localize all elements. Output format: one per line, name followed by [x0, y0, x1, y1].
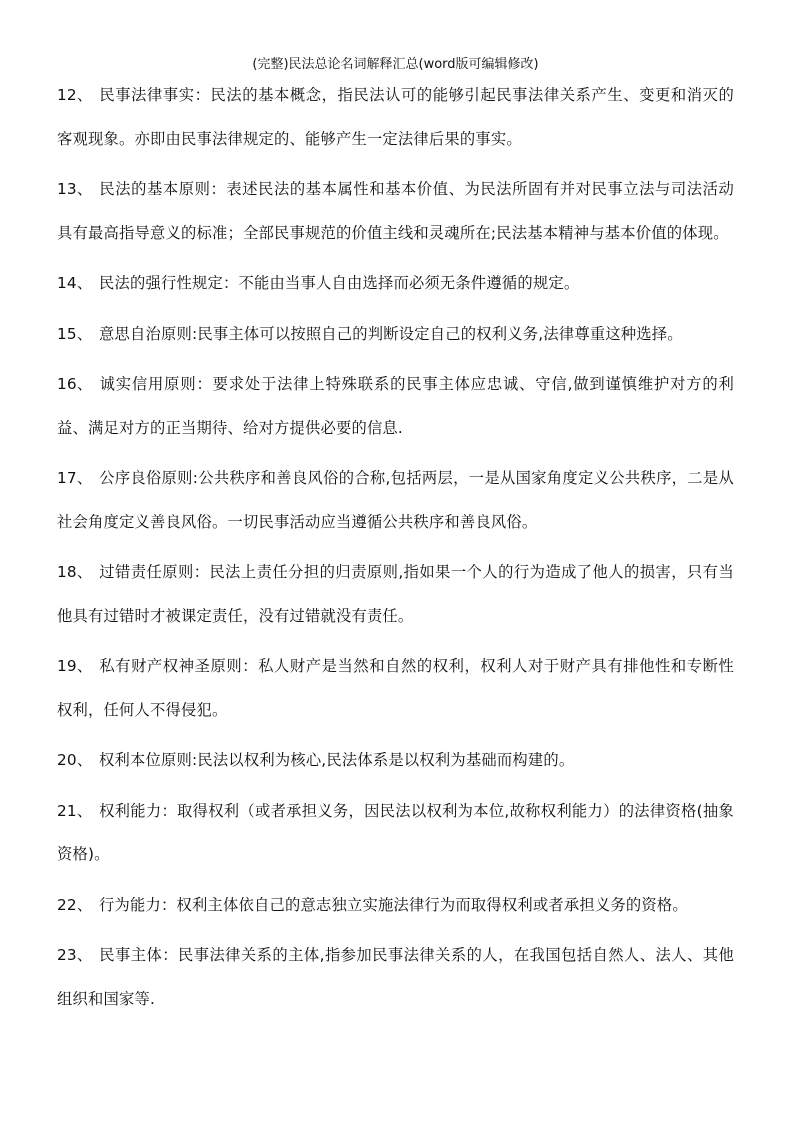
entry-number: 12、 [57, 86, 93, 104]
list-item [57, 457, 734, 544]
entry-text: 民事主体：民事法律关系的主体,指参加民事法律关系的人，在我国包括自然人、法人、其他组织和国家等. [57, 946, 734, 1008]
list-item [57, 168, 734, 255]
entry-number: 23、 [57, 946, 93, 964]
entry-text: 行为能力：权利主体依自己的意志独立实施法律行为而取得权利或者承担义务的资格。 [99, 895, 688, 914]
list-item [57, 790, 734, 877]
entry-text: 权利本位原则:民法以权利为核心,民法体系是以权利为基础而构建的。 [99, 751, 575, 769]
list-item [57, 739, 734, 783]
entry-number: 19、 [57, 657, 93, 675]
list-item [57, 884, 734, 928]
list-item [57, 934, 734, 1021]
entry-text: 民法的强行性规定：不能由当事人自由选择而必须无条件遵循的规定。 [99, 274, 580, 292]
entry-text: 诚实信用原则：要求处于法律上特殊联系的民事主体应忠诚、守信,做到谨慎维护对方的利益、满足对方的正当期待、给对方提供必要的信息. [57, 375, 734, 437]
entry-text: 权利能力：取得权利（或者承担义务，因民法以权利为本位,故称权利能力）的法律资格(抽象资格)。 [57, 801, 734, 863]
entry-text: 意思自治原则:民事主体可以按照自己的判断设定自己的权利义务,法律尊重这种选择。 [99, 324, 683, 343]
entry-number: 15、 [57, 324, 93, 343]
entry-number: 21、 [57, 801, 93, 820]
list-item [57, 645, 734, 732]
entry-list [57, 74, 734, 1021]
entry-text: 私有财产权神圣原则：私人财产是当然和自然的权利，权利人对于财产具有排他性和专断性权利，任何人不得侵犯。 [57, 657, 734, 719]
list-item [57, 363, 734, 450]
entry-number: 18、 [57, 563, 93, 581]
entry-number: 13、 [57, 180, 93, 198]
entry-number: 16、 [57, 375, 93, 393]
list-item [57, 74, 734, 161]
entry-number: 14、 [57, 274, 93, 292]
entry-number: 20、 [57, 751, 93, 769]
entry-number: 22、 [57, 895, 93, 914]
entry-text: 民事法律事实：民法的基本概念，指民法认可的能够引起民事法律关系产生、变更和消灭的客观现象。亦即由民事法律规定的、能够产生一定法律后果的事实。 [57, 86, 734, 148]
list-item [57, 262, 734, 306]
entry-text: 公序良俗原则:公共秩序和善良风俗的合称,包括两层，一是从国家角度定义公共秩序，二是从社会角度定义善良风俗。一切民事活动应当遵循公共秩序和善良风俗。 [57, 469, 734, 531]
list-item [57, 551, 734, 638]
entry-text: 过错责任原则：民法上责任分担的归责原则,指如果一个人的行为造成了他人的损害，只有当他具有过错时才被课定责任，没有过错就没有责任。 [57, 563, 734, 625]
document-header: (完整)民法总论名词解释汇总(word版可编辑修改) [252, 57, 539, 72]
entry-number: 17、 [57, 469, 93, 487]
entry-text: 民法的基本原则：表述民法的基本属性和基本价值、为民法所固有并对民事立法与司法活动具有最高指导意义的标准；全部民事规范的价值主线和灵魂所在;民法基本精神与基本价值的体现。 [57, 180, 734, 242]
list-item [57, 313, 734, 357]
